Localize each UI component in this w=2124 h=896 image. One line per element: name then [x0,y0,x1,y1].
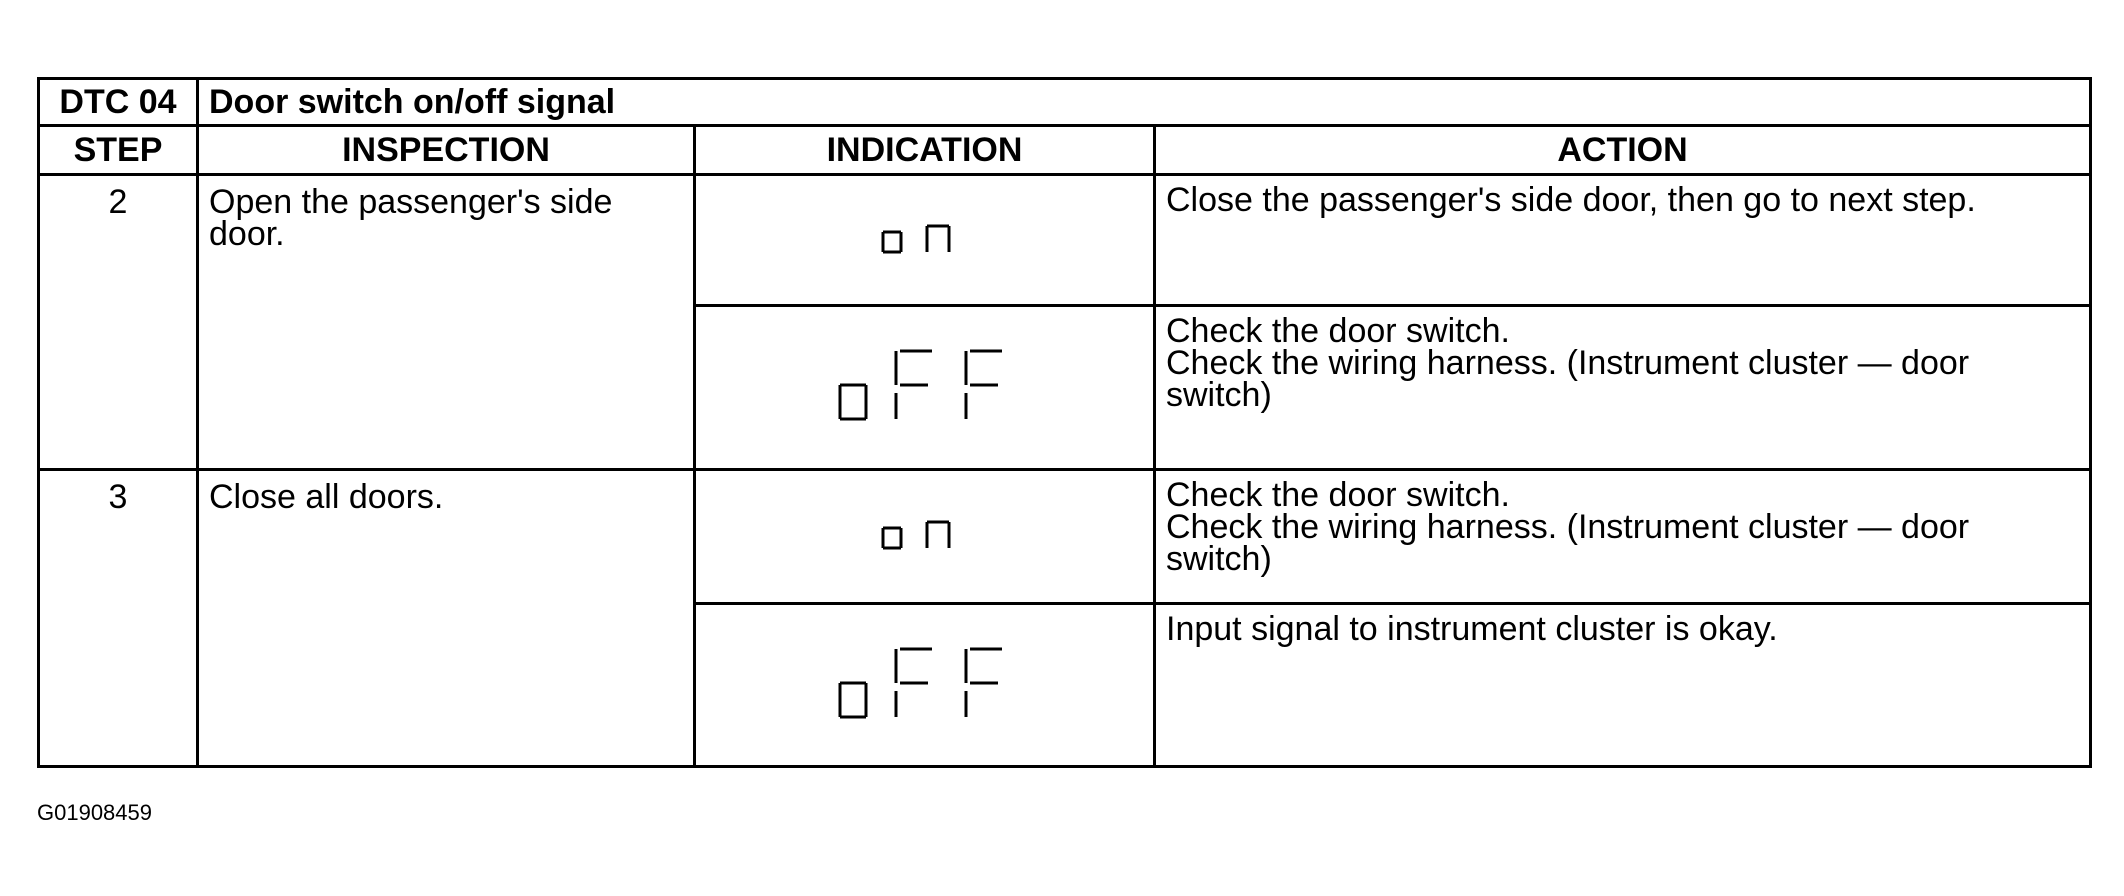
segment-display-on-icon [879,218,971,258]
indication-cell [695,175,1155,306]
step-number: 3 [39,470,198,767]
action-line: Check the wiring harness. (Instrument cluster — door switch) [1166,344,1970,414]
inspection-text: Close all doors. [198,470,695,767]
table-title-row [39,79,2091,126]
inspection-text: Open the passenger's side door. [198,175,695,470]
action-text: Input signal to instrument cluster is okay. [1155,604,2091,767]
dtc-title: Door switch on/off signal [198,79,2091,126]
action-text: Close the passenger's side door, then go to next step. [1155,175,2091,306]
table-row [39,470,2091,604]
table-header-row [39,126,2091,175]
action-line: Check the wiring harness. (Instrument cluster — door switch) [1166,508,1970,578]
figure-id: G01908459 [37,800,152,825]
table-row [39,175,2091,306]
indication-cell [695,306,1155,470]
action-line: Check the door switch. [1166,476,1510,514]
indication-cell [695,470,1155,604]
header-indication: INDICATION [695,126,1155,175]
action-text [1155,306,2091,470]
dtc-inspection-table [37,77,2092,768]
segment-display-off-icon [836,643,1014,723]
action-line: Check the door switch. [1166,312,1510,350]
segment-display-off-icon [836,345,1014,425]
header-step: STEP [39,126,198,175]
header-action: ACTION [1155,126,2091,175]
segment-display-on-icon [879,514,971,554]
header-inspection: INSPECTION [198,126,695,175]
dtc-code: DTC 04 [39,79,198,126]
action-text [1155,470,2091,604]
indication-cell [695,604,1155,767]
step-number: 2 [39,175,198,470]
